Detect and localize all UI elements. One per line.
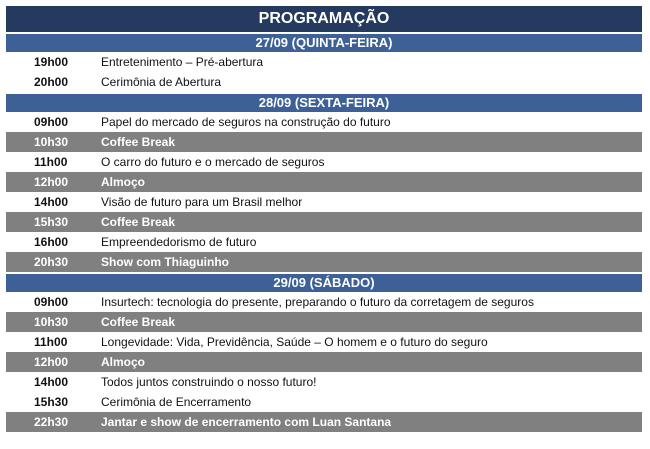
break-row xyxy=(6,312,642,332)
schedule-row xyxy=(6,192,642,212)
break-row xyxy=(6,172,642,192)
time-cell: 10h30 xyxy=(34,135,69,149)
schedule-row xyxy=(6,52,642,72)
break-row xyxy=(6,412,642,432)
break-row xyxy=(6,132,642,152)
time-cell: 14h00 xyxy=(34,195,69,209)
description-cell: Coffee Break xyxy=(101,315,176,329)
time-cell: 15h30 xyxy=(34,395,69,409)
day-header: 29/09 (SÁBADO) xyxy=(6,272,642,292)
schedule-table xyxy=(6,6,642,432)
description-cell: Jantar e show de encerramento com Luan Santana xyxy=(101,415,392,429)
description-cell: Coffee Break xyxy=(101,135,176,149)
time-cell: 14h00 xyxy=(34,375,69,389)
time-cell: 15h30 xyxy=(34,215,69,229)
time-cell: 12h00 xyxy=(34,175,69,189)
schedule-row xyxy=(6,232,642,252)
description-cell: Empreendedorismo de futuro xyxy=(101,235,257,249)
schedule-row xyxy=(6,112,642,132)
time-cell: 10h30 xyxy=(34,315,69,329)
schedule-days xyxy=(6,32,642,432)
day-header: 27/09 (QUINTA-FEIRA) xyxy=(6,32,642,52)
schedule-row xyxy=(6,152,642,172)
time-cell: 12h00 xyxy=(34,355,69,369)
time-cell: 16h00 xyxy=(34,235,69,249)
description-cell: Almoço xyxy=(101,355,146,369)
description-cell: Todos juntos construindo o nosso futuro! xyxy=(101,375,317,389)
description-cell: Show com Thiaguinho xyxy=(101,255,229,269)
time-cell: 09h00 xyxy=(34,115,69,129)
description-cell: O carro do futuro e o mercado de seguros xyxy=(101,155,325,169)
time-cell: 20h30 xyxy=(34,255,69,269)
description-cell: Visão de futuro para um Brasil melhor xyxy=(101,195,303,209)
schedule-row xyxy=(6,72,642,92)
break-row xyxy=(6,212,642,232)
description-cell: Entretenimento – Pré-abertura xyxy=(101,55,264,69)
schedule-row xyxy=(6,292,642,312)
time-cell: 11h00 xyxy=(34,155,68,169)
time-cell: 19h00 xyxy=(34,55,69,69)
description-cell: Almoço xyxy=(101,175,146,189)
day-header: 28/09 (SEXTA-FEIRA) xyxy=(6,92,642,112)
description-cell: Insurtech: tecnologia do presente, preparando o futuro da corretagem de seguros xyxy=(101,295,534,309)
schedule-row xyxy=(6,392,642,412)
break-row xyxy=(6,352,642,372)
description-cell: Cerimônia de Encerramento xyxy=(101,395,252,409)
schedule-row xyxy=(6,372,642,392)
time-cell: 22h30 xyxy=(34,415,69,429)
description-cell: Coffee Break xyxy=(101,215,176,229)
schedule-row xyxy=(6,332,642,352)
description-cell: Longevidade: Vida, Previdência, Saúde – O homem e o futuro do seguro xyxy=(101,335,488,349)
time-cell: 11h00 xyxy=(34,335,68,349)
schedule-title: PROGRAMAÇÃO xyxy=(6,6,642,32)
description-cell: Papel do mercado de seguros na construção do futuro xyxy=(101,115,391,129)
time-cell: 09h00 xyxy=(34,295,69,309)
break-row xyxy=(6,252,642,272)
description-cell: Cerimônia de Abertura xyxy=(101,75,222,89)
time-cell: 20h00 xyxy=(34,75,69,89)
